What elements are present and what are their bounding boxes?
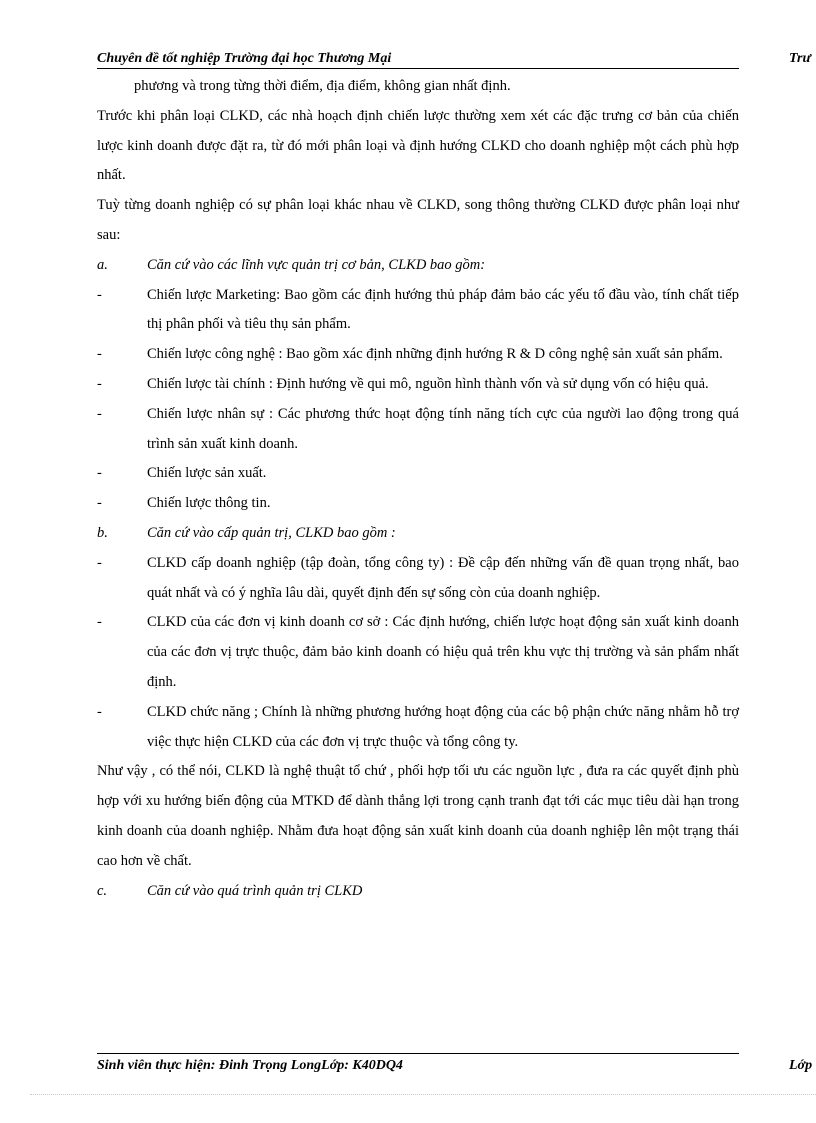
section-c-heading	[97, 877, 739, 907]
list-item	[97, 549, 739, 609]
page-footer-author: Sinh viên thực hiện: Đinh Trọng LongLớp: K40DQ4	[97, 1058, 403, 1073]
list-item	[97, 489, 739, 519]
list-item-text: Chiến lược Marketing: Bao gồm các định hướng thủ pháp đảm bảo các yếu tố đầu vào, tính chất tiếp thị phân phối và tiêu thụ sản phẩm.	[147, 286, 739, 333]
list-item-text: CLKD cấp doanh nghiệp (tập đoàn, tổng công ty) : Đề cập đến những vấn đề quan trọng nhất, bao quát nhất và có ý nghĩa lâu dài, quyết định đến sự sống còn của doanh nghiệp.	[147, 554, 739, 601]
footer-rule	[97, 1053, 739, 1054]
list-item	[97, 400, 739, 460]
dash-bullet: -	[97, 465, 102, 482]
list-item	[97, 698, 739, 758]
page-header-truncated: Trư	[789, 51, 811, 66]
list-item	[97, 370, 739, 400]
document-body	[97, 72, 739, 906]
list-item-text: Chiến lược công nghệ : Bao gồm xác định những định hướng R & D công nghệ sản xuất sản phẩm.	[147, 346, 723, 363]
section-b-heading	[97, 519, 739, 549]
header-rule	[97, 68, 739, 69]
dash-bullet: -	[97, 405, 102, 422]
dash-bullet: -	[97, 495, 102, 512]
dash-bullet: -	[97, 703, 102, 720]
section-a-heading	[97, 251, 739, 281]
page-header-title: Chuyên đề tốt nghiệp Trường đại học Thương Mại	[97, 51, 392, 66]
list-item-text: Chiến lược nhân sự : Các phương thức hoạt động tính năng tích cực của người lao động trong quá trình sản xuất kinh doanh.	[147, 405, 739, 452]
dash-bullet: -	[97, 554, 102, 571]
section-title: Căn cứ vào các lĩnh vực quản trị cơ bản, CLKD bao gồm:	[147, 256, 486, 273]
list-item	[97, 608, 739, 697]
section-marker: a.	[97, 256, 108, 273]
section-marker: c.	[97, 882, 108, 899]
section-marker: b.	[97, 524, 108, 541]
list-item-text: Chiến lược tài chính : Định hướng về qui mô, nguồn hình thành vốn và sử dụng vốn có hiệu quả.	[147, 375, 709, 392]
list-item-text: Chiến lược sản xuất.	[147, 465, 267, 482]
section-title: Căn cứ vào quá trình quản trị CLKD	[147, 882, 363, 899]
paragraph: Trước khi phân loại CLKD, các nhà hoạch định chiến lược thường xem xét các đặc trưng cơ bản của chiến lược kinh doanh được đặt ra, từ đó mới phân loại và định hướng CLKD cho doanh nghiệp một cách phù hợp nhất.	[97, 107, 739, 184]
list-item	[97, 340, 739, 370]
paragraph: Tuỳ từng doanh nghiệp có sự phân loại khác nhau về CLKD, song thông thường CLKD được phân loại như sau:	[97, 197, 739, 243]
page-bottom-edge	[30, 1094, 816, 1095]
dash-bullet: -	[97, 286, 102, 303]
dash-bullet: -	[97, 375, 102, 392]
section-title: Căn cứ vào cấp quản trị, CLKD bao gồm :	[147, 524, 396, 541]
dash-bullet: -	[97, 346, 102, 363]
list-item	[97, 281, 739, 341]
paragraph-continuation: phương và trong từng thời điểm, địa điểm, không gian nhất định.	[134, 78, 511, 94]
list-item	[97, 459, 739, 489]
list-item-text: CLKD của các đơn vị kinh doanh cơ sở : Các định hướng, chiến lược hoạt động sản xuất kinh doanh của các đơn vị trực thuộc, đảm bảo kinh doanh có hiệu quả trên khu vực thị trường và sản phẩm nhất định.	[147, 614, 739, 690]
page-footer-truncated: Lớp	[789, 1058, 813, 1073]
list-item-text: Chiến lược thông tin.	[147, 495, 271, 512]
dash-bullet: -	[97, 614, 102, 631]
paragraph: Như vậy , có thể nói, CLKD là nghệ thuật tổ chứ , phối hợp tối ưu các nguồn lực , đưa ra các quyết định phù hợp với xu hướng biến động của MTKD để dành thắng lợi trong cạnh tranh đạt tới các mục tiêu dài hạn trong kinh doanh của doanh nghiệp. Nhằm đưa hoạt động sản xuất kinh doanh của doanh nghiệp lên một trạng thái cao hơn về chất.	[97, 763, 739, 869]
list-item-text: CLKD chức năng ; Chính là những phương hướng hoạt động của các bộ phận chức năng nhằm hỗ trợ việc thực hiện CLKD của các đơn vị trực thuộc và tổng công ty.	[147, 703, 739, 750]
